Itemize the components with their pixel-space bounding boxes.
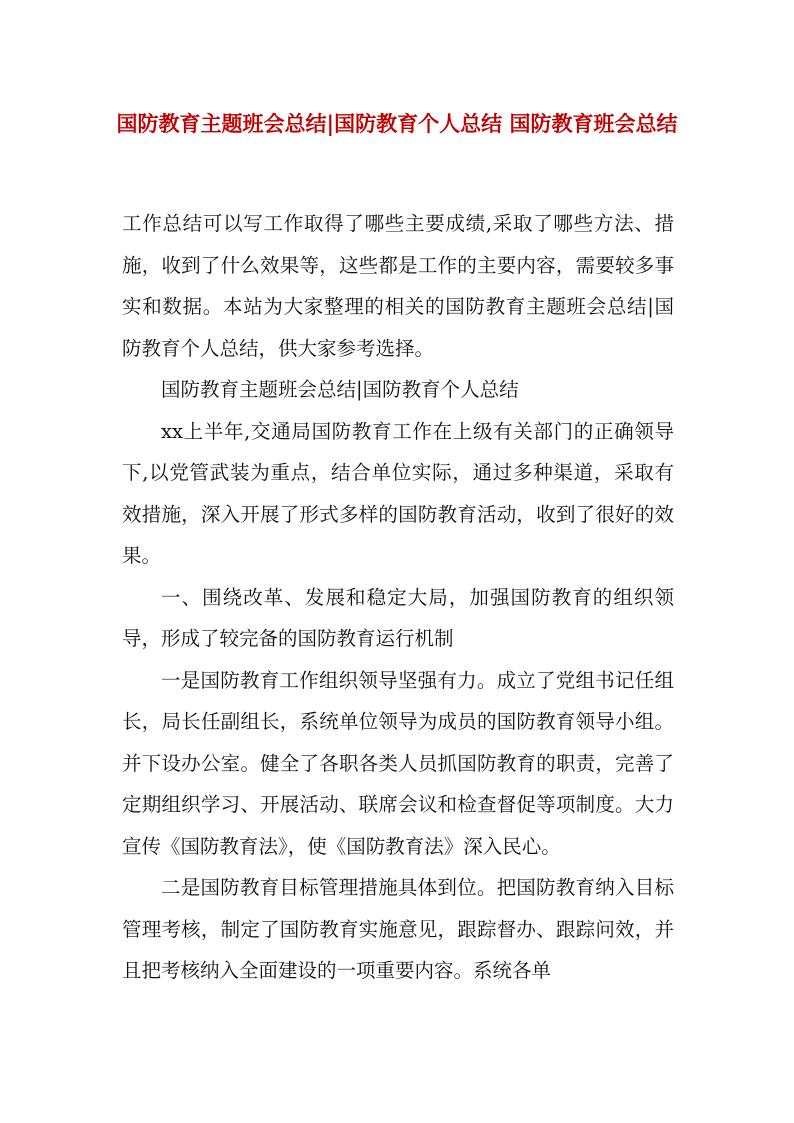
point-one-paragraph: 一是国防教育工作组织领导坚强有力。成立了党组书记任组长，局长任副组长，系统单位领导为成员的国防教育领导小组。并下设办公室。健全了各职各类人员抓国防教育的职责，完善了定期组织学习、开展活动、联席会议和检查督促等项制度。大力宣传《国防教育法》，使《国防教育法》深入民心。: [122, 668, 674, 858]
point-two-paragraph: 二是国防教育目标管理措施具体到位。把国防教育纳入目标管理考核，制定了国防教育实施意见，跟踪督办、跟踪问效，并且把考核纳入全面建设的一项重要内容。系统各单: [122, 876, 674, 982]
document-body: [122, 203, 674, 992]
document-title: 国防教育主题班会总结|国防教育个人总结 国防教育班会总结: [116, 111, 678, 136]
section-heading-1: 一、围绕改革、发展和稳定大局，加强国防教育的组织领导，形成了较完备的国防教育运行机制: [122, 585, 674, 650]
subtitle-paragraph: 国防教育主题班会总结|国防教育个人总结: [161, 378, 519, 401]
summary-paragraph: xx上半年,交通局国防教育工作在上级有关部门的正确领导下,以党管武装为重点，结合单位实际，通过多种渠道，采取有效措施，深入开展了形式多样的国防教育活动，收到了很好的效果。: [122, 419, 674, 567]
intro-paragraph: 工作总结可以写工作取得了哪些主要成绩,采取了哪些方法、措施，收到了什么效果等，这些都是工作的主要内容，需要较多事实和数据。本站为大家整理的相关的国防教育主题班会总结|国防教育个人总结，供大家参考选择。: [122, 212, 674, 360]
